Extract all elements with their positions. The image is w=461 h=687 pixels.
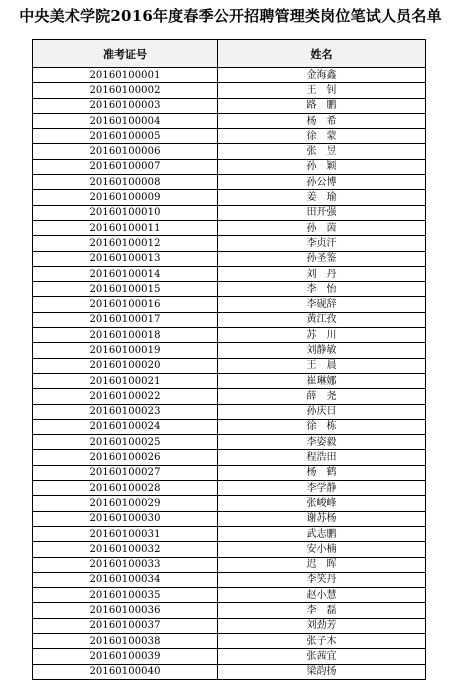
table-row: [33, 297, 426, 312]
exam-id-cell: 20160100038: [33, 633, 218, 648]
table-row: [33, 542, 426, 557]
name-cell: 迟 晖: [218, 557, 426, 572]
exam-id-cell: 20160100030: [33, 511, 218, 526]
name-cell: 孙 颖: [218, 159, 426, 174]
name-cell: 孙 茵: [218, 220, 426, 235]
name-cell: 赵小慧: [218, 588, 426, 603]
name-cell: 安小楠: [218, 542, 426, 557]
name-cell: 孙圣鉴: [218, 251, 426, 266]
name-cell: 李学静: [218, 481, 426, 496]
exam-id-cell: 20160100035: [33, 588, 218, 603]
table-header-row: [33, 40, 426, 68]
name-cell: 李笑丹: [218, 572, 426, 587]
exam-id-cell: 20160100009: [33, 190, 218, 205]
table-row: [33, 220, 426, 235]
name-cell: 王 钊: [218, 83, 426, 98]
table-row: [33, 419, 426, 434]
exam-id-cell: 20160100039: [33, 649, 218, 664]
exam-id-cell: 20160100027: [33, 465, 218, 480]
table-row: [33, 496, 426, 511]
exam-id-cell: 20160100007: [33, 159, 218, 174]
table-row: [33, 618, 426, 633]
exam-id-cell: 20160100016: [33, 297, 218, 312]
name-cell: 李砚辞: [218, 297, 426, 312]
exam-id-cell: 20160100018: [33, 328, 218, 343]
name-cell: 路 鹏: [218, 98, 426, 113]
table-row: [33, 144, 426, 159]
name-cell: 薛 尧: [218, 389, 426, 404]
exam-id-cell: 20160100008: [33, 175, 218, 190]
exam-id-cell: 20160100012: [33, 236, 218, 251]
exam-id-cell: 20160100029: [33, 496, 218, 511]
name-cell: 刘静敏: [218, 343, 426, 358]
exam-id-cell: 20160100006: [33, 144, 218, 159]
name-cell: 王 晨: [218, 358, 426, 373]
table-row: [33, 633, 426, 648]
exam-id-cell: 20160100034: [33, 572, 218, 587]
name-cell: 张 昱: [218, 144, 426, 159]
table-row: [33, 465, 426, 480]
exam-id-cell: 20160100021: [33, 373, 218, 388]
name-cell: 张子木: [218, 633, 426, 648]
exam-id-cell: 20160100024: [33, 419, 218, 434]
exam-id-cell: 20160100033: [33, 557, 218, 572]
table-row: [33, 312, 426, 327]
name-cell: 苏 川: [218, 328, 426, 343]
name-cell: 孙公博: [218, 175, 426, 190]
table-row: [33, 251, 426, 266]
name-cell: 李 磊: [218, 603, 426, 618]
exam-id-cell: 20160100031: [33, 526, 218, 541]
exam-id-cell: 20160100025: [33, 435, 218, 450]
table-row: [33, 649, 426, 664]
table-row: [33, 511, 426, 526]
table-row: [33, 557, 426, 572]
table-row: [33, 526, 426, 541]
exam-id-cell: 20160100023: [33, 404, 218, 419]
table-row: [33, 572, 426, 587]
name-cell: 杨 鹤: [218, 465, 426, 480]
column-header-exam-id: 准考证号: [33, 40, 218, 68]
table-row: [33, 159, 426, 174]
exam-id-cell: 20160100032: [33, 542, 218, 557]
exam-id-cell: 20160100005: [33, 129, 218, 144]
exam-id-cell: 20160100040: [33, 664, 218, 679]
exam-id-cell: 20160100003: [33, 98, 218, 113]
table-row: [33, 373, 426, 388]
exam-id-cell: 20160100026: [33, 450, 218, 465]
exam-id-cell: 20160100022: [33, 389, 218, 404]
name-cell: 徐 蒙: [218, 129, 426, 144]
table-row: [33, 450, 426, 465]
table-row: [33, 435, 426, 450]
exam-id-cell: 20160100015: [33, 282, 218, 297]
exam-id-cell: 20160100001: [33, 68, 218, 83]
column-header-name: 姓名: [218, 40, 426, 68]
exam-id-cell: 20160100010: [33, 205, 218, 220]
name-cell: 刘 丹: [218, 266, 426, 281]
name-cell: 李姿毅: [218, 435, 426, 450]
table-row: [33, 404, 426, 419]
table-row: [33, 328, 426, 343]
table-row: [33, 358, 426, 373]
table-row: [33, 236, 426, 251]
exam-id-cell: 20160100028: [33, 481, 218, 496]
table-row: [33, 129, 426, 144]
name-cell: 杨 希: [218, 113, 426, 128]
name-cell: 梁韵扬: [218, 664, 426, 679]
exam-id-cell: 20160100017: [33, 312, 218, 327]
candidate-table: [32, 39, 426, 680]
exam-id-cell: 20160100004: [33, 113, 218, 128]
exam-id-cell: 20160100013: [33, 251, 218, 266]
name-cell: 姜 瑜: [218, 190, 426, 205]
table-row: [33, 175, 426, 190]
table-row: [33, 266, 426, 281]
name-cell: 程浩田: [218, 450, 426, 465]
exam-id-cell: 20160100002: [33, 83, 218, 98]
table-row: [33, 98, 426, 113]
exam-id-cell: 20160100014: [33, 266, 218, 281]
table-row: [33, 603, 426, 618]
table-row: [33, 588, 426, 603]
name-cell: 金海鑫: [218, 68, 426, 83]
page-title: 中央美术学院2016年度春季公开招聘管理类岗位笔试人员名单: [19, 7, 442, 25]
exam-id-cell: 20160100036: [33, 603, 218, 618]
name-cell: 武志鹏: [218, 526, 426, 541]
table-row: [33, 664, 426, 679]
name-cell: 崔琳娜: [218, 373, 426, 388]
table-row: [33, 343, 426, 358]
table-row: [33, 481, 426, 496]
name-cell: 田开强: [218, 205, 426, 220]
exam-id-cell: 20160100020: [33, 358, 218, 373]
exam-id-cell: 20160100011: [33, 220, 218, 235]
name-cell: 李贞汗: [218, 236, 426, 251]
exam-id-cell: 20160100019: [33, 343, 218, 358]
table-row: [33, 205, 426, 220]
name-cell: 张峻峰: [218, 496, 426, 511]
name-cell: 孙庆日: [218, 404, 426, 419]
name-cell: 张茜宜: [218, 649, 426, 664]
table-row: [33, 83, 426, 98]
table-body: [33, 68, 426, 680]
table-row: [33, 389, 426, 404]
table-row: [33, 282, 426, 297]
name-cell: 李 怡: [218, 282, 426, 297]
name-cell: 黄江孜: [218, 312, 426, 327]
table-row: [33, 113, 426, 128]
table-row: [33, 190, 426, 205]
name-cell: 徐 栋: [218, 419, 426, 434]
name-cell: 谢苏杨: [218, 511, 426, 526]
exam-id-cell: 20160100037: [33, 618, 218, 633]
table-row: [33, 68, 426, 83]
name-cell: 刘劲芳: [218, 618, 426, 633]
